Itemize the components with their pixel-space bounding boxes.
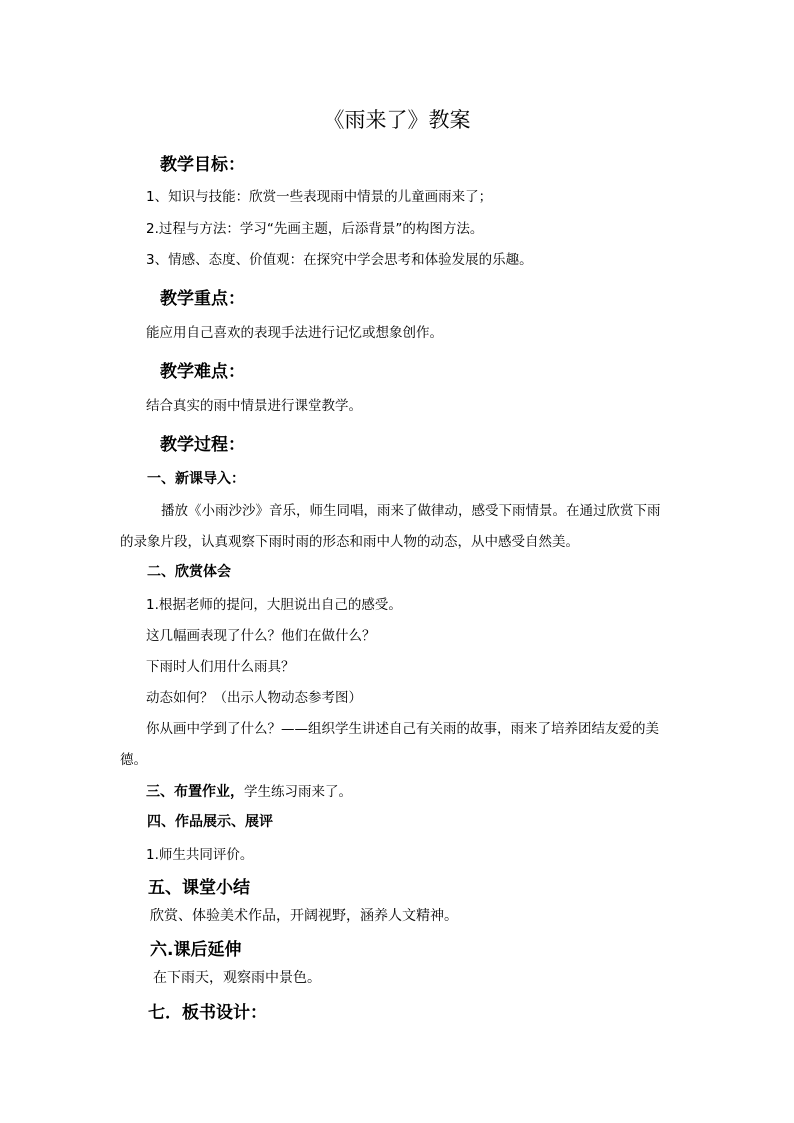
section2-line-2: 这几幅画表现了什么？他们在做什么？ [146, 628, 376, 644]
section7-heading: 七．板书设计： [148, 1003, 267, 1023]
section2-paragraph-line-2: 德。 [120, 752, 147, 768]
section5-text: 欣赏、体验美术作品，开阔视野，涵养人文精神。 [150, 908, 458, 924]
objective-item-2: 2.过程与方法：学习“先画主题，后添背景”的构图方法。 [146, 221, 484, 237]
section2-line-1: 1.根据老师的提问，大胆说出自己的感受。 [146, 597, 402, 613]
section1-line-2: 的录象片段，认真观察下雨时雨的形态和雨中人物的动态，从中感受自然美。 [120, 534, 579, 550]
section3-line [146, 780, 352, 801]
difficulties-text: 结合真实的雨中情景进行课堂教学。 [146, 398, 362, 414]
section4-text: 1.师生共同评价。 [146, 847, 254, 863]
section3-text: 学生练习雨来了。 [244, 784, 352, 800]
objective-item-3: 3、情感、态度、价值观：在探究中学会思考和体验发展的乐趣。 [146, 252, 533, 268]
difficulties-heading: 教学难点： [160, 362, 245, 382]
objectives-heading: 教学目标： [160, 155, 245, 175]
objective-item-1: 1、知识与技能：欣赏一些表现雨中情景的儿童画雨来了； [146, 189, 493, 205]
section5-heading: 五、课堂小结 [148, 878, 250, 898]
section3-heading: 三、布置作业， [146, 784, 244, 800]
key-points-heading: 教学重点： [160, 289, 245, 309]
document-title: 《雨来了》教案 [323, 108, 471, 132]
section2-line-4: 动态如何？（出示人物动态参考图） [146, 690, 362, 706]
section2-line-3: 下雨时人们用什么雨具？ [146, 659, 295, 675]
section6-text: 在下雨天，观察雨中景色。 [153, 970, 321, 986]
section6-heading: 六.课后延伸 [150, 940, 242, 960]
key-points-text: 能应用自己喜欢的表现手法进行记忆或想象创作。 [146, 325, 443, 341]
section2-paragraph-line-1: 你从画中学到了什么？——组织学生讲述自己有关雨的故事，雨来了培养团结友爱的美 [146, 721, 659, 737]
section2-heading: 二、欣赏体会 [147, 564, 231, 580]
section1-line-1: 播放《小雨沙沙》音乐，师生同唱，雨来了做律动，感受下雨情景。在通过欣赏下雨 [161, 503, 661, 519]
section4-heading: 四、作品展示、展评 [147, 814, 273, 830]
process-heading: 教学过程： [160, 435, 245, 455]
section1-heading: 一、新课导入： [147, 471, 245, 487]
